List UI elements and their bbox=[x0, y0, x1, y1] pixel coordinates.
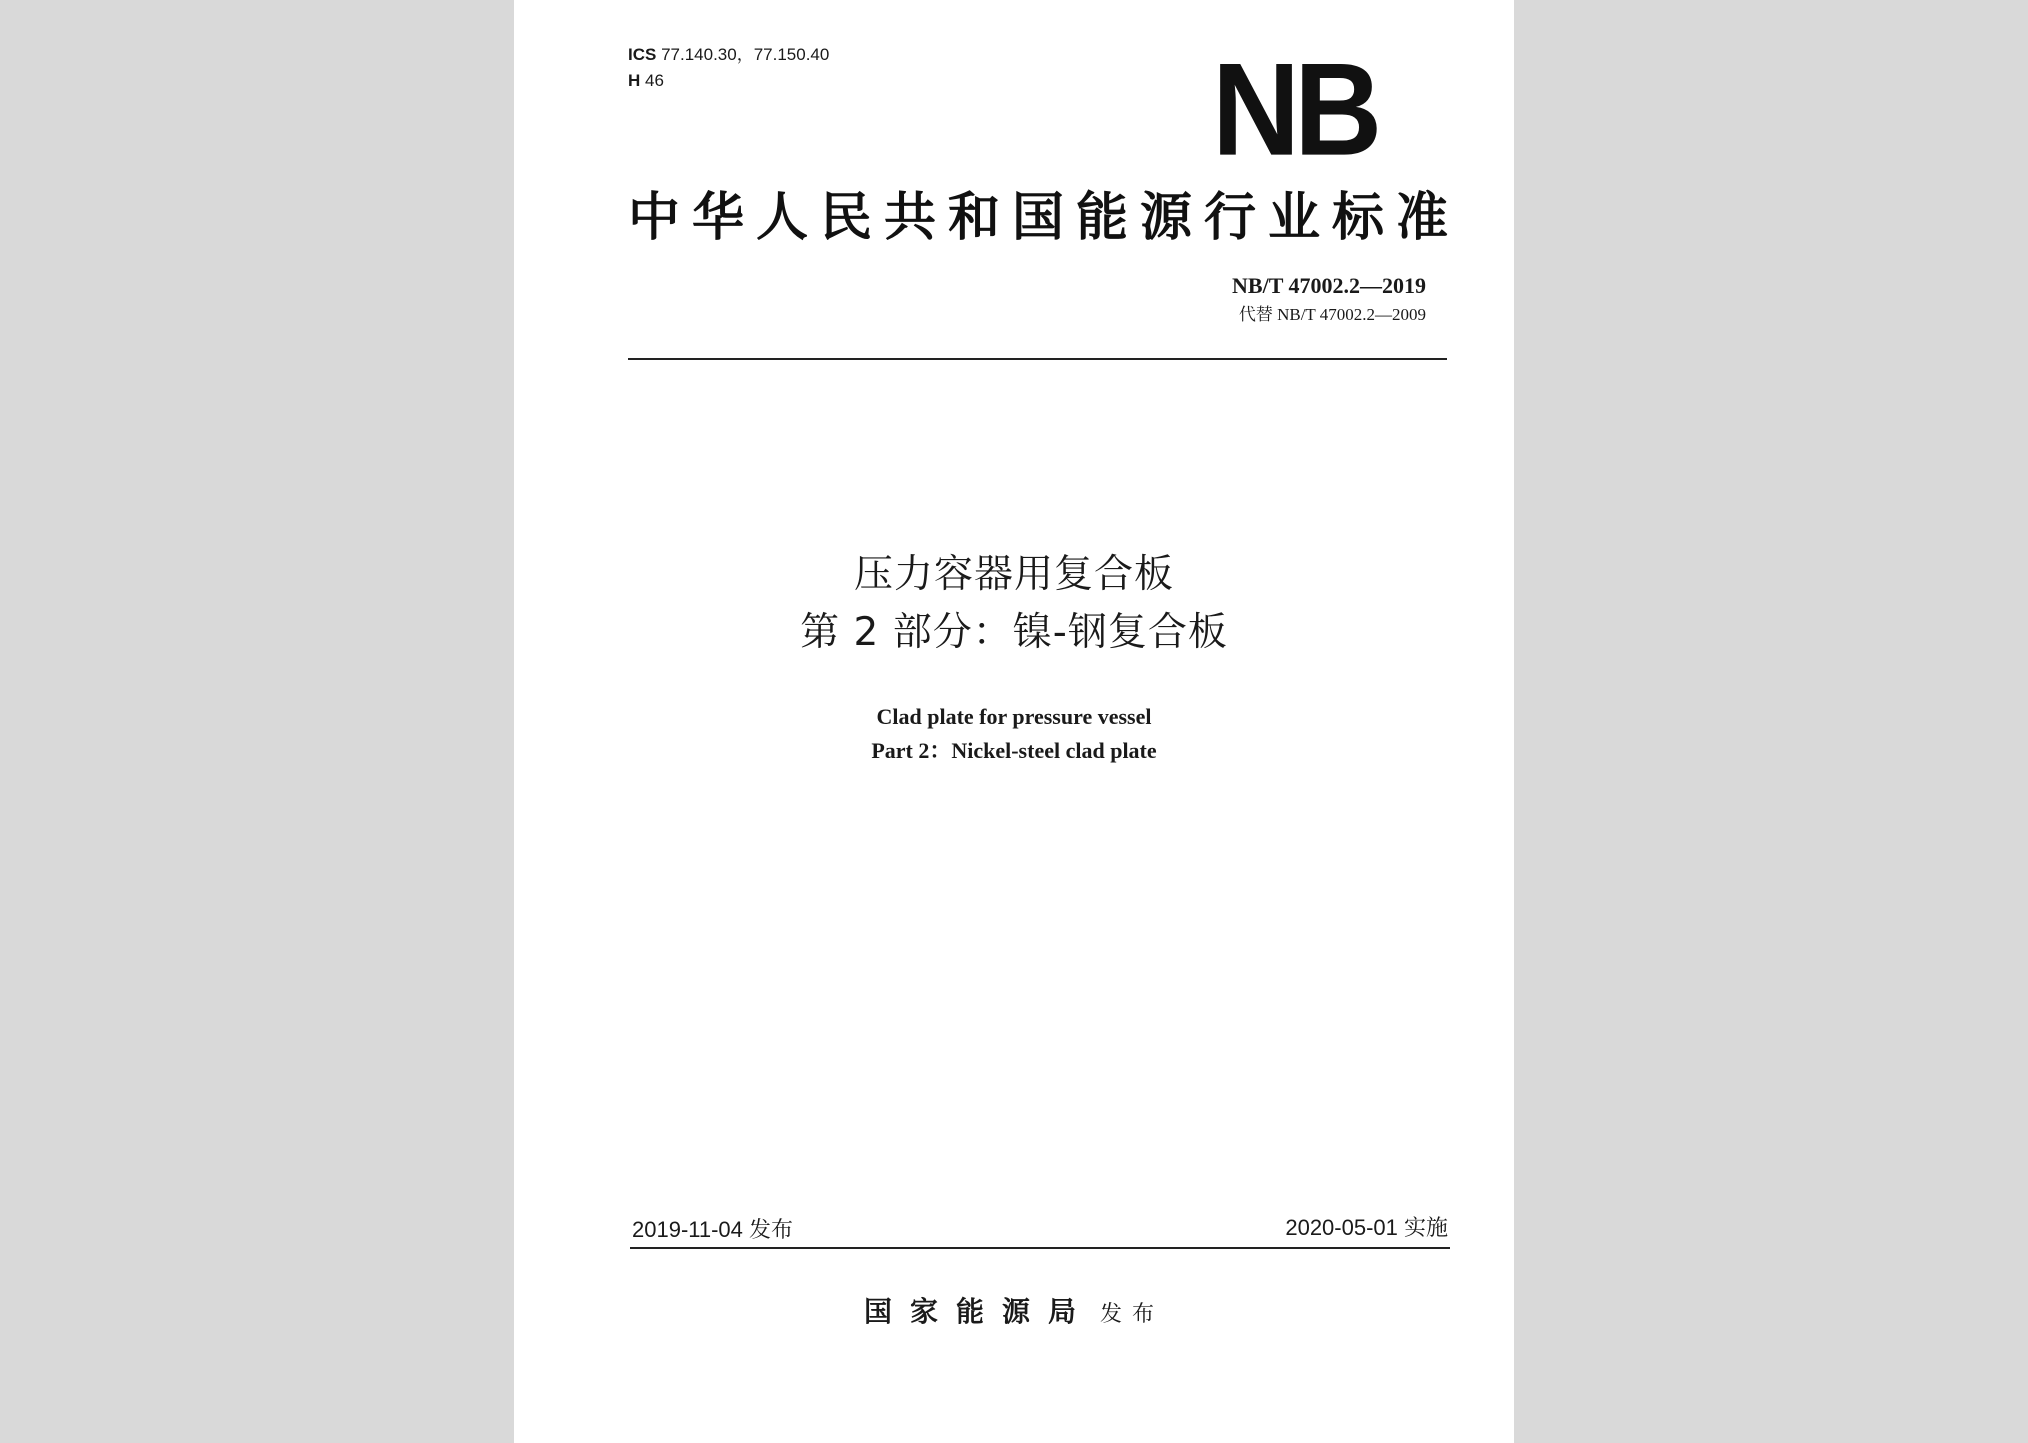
ccs-label: H bbox=[628, 71, 641, 90]
issue-date: 2019-11-04 发布 bbox=[632, 1217, 794, 1242]
title-en-line1: Clad plate for pressure vessel bbox=[876, 704, 1152, 729]
title-cn-line1: 压力容器用复合板 bbox=[853, 552, 1174, 597]
agency-title: 中华人民共和国能源行业标准 bbox=[628, 187, 1448, 248]
footer-divider bbox=[630, 1247, 1450, 1249]
publish-verb: 发布 bbox=[1100, 1302, 1165, 1327]
effective-date: 2020-05-01 实施 bbox=[1285, 1215, 1448, 1240]
ccs-code bbox=[628, 70, 664, 92]
standard-number: NB/T 47002.2—2019 bbox=[1232, 273, 1426, 298]
document-page bbox=[514, 0, 1514, 1443]
header-divider bbox=[628, 358, 1447, 360]
ccs-value: 46 bbox=[645, 71, 664, 90]
replaces-note: 代替 NB/T 47002.2—2009 bbox=[1238, 305, 1426, 324]
ics-label: ICS bbox=[628, 45, 657, 64]
nb-logo: NB bbox=[1212, 35, 1377, 183]
publisher-name: 国家能源局 bbox=[863, 1295, 1094, 1328]
title-en-line2: Part 2：Nickel-steel clad plate bbox=[871, 738, 1157, 763]
publisher bbox=[514, 1292, 1514, 1335]
ics-codes: 77.140.30，77.150.40 bbox=[661, 45, 830, 64]
ics-code bbox=[628, 44, 829, 66]
title-cn-line2: 第 2 部分：镍-钢复合板 bbox=[800, 610, 1228, 655]
